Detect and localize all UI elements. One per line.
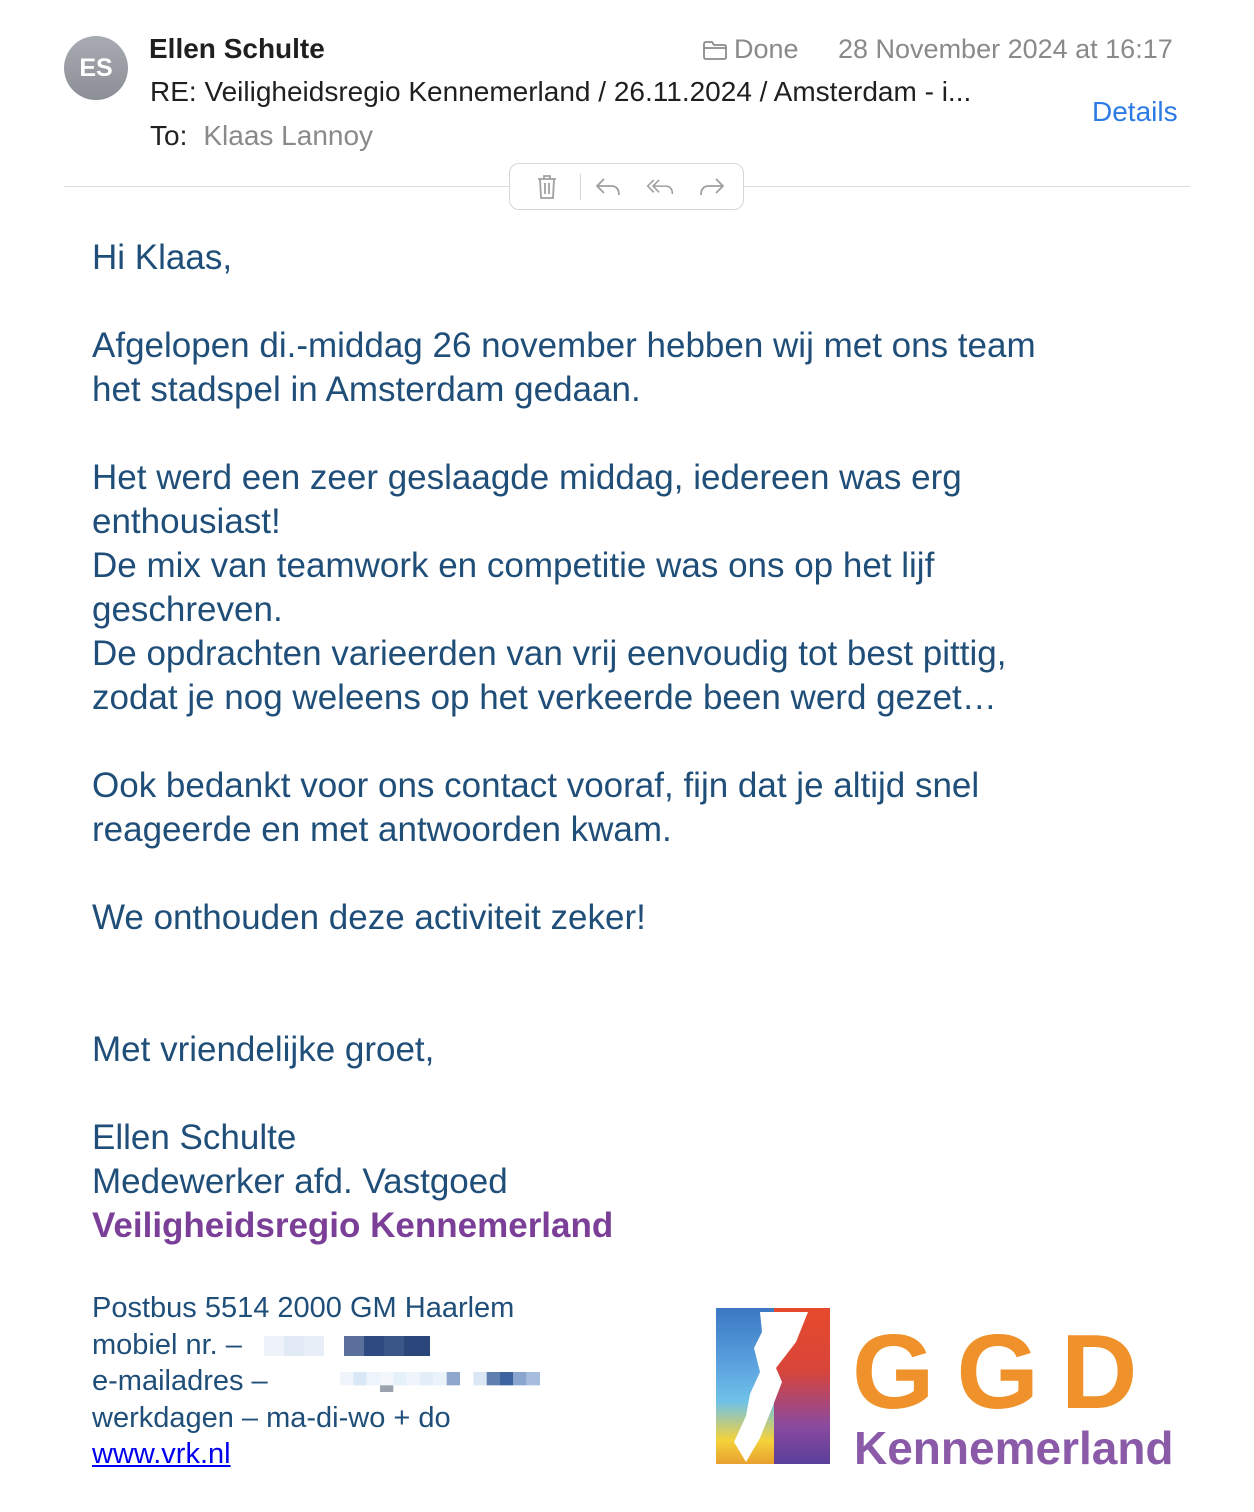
signature-role: Medewerker afd. Vastgoed	[92, 1162, 508, 1201]
body-line: geschreven.	[92, 590, 283, 629]
signature-organization: Veiligheidsregio Kennemerland	[92, 1206, 614, 1245]
email-date: 28 November 2024 at 16:17	[838, 34, 1173, 64]
body-line: enthousiast!	[92, 502, 281, 541]
redacted-phone	[264, 1336, 430, 1356]
forward-icon	[698, 176, 726, 198]
signature-contact	[92, 1290, 590, 1473]
logo-emblem	[716, 1308, 830, 1464]
website-link[interactable]: www.vrk.nl	[92, 1438, 231, 1470]
forward-button[interactable]	[697, 172, 727, 202]
logo-region: Kennemerland	[854, 1422, 1174, 1468]
body-line: het stadspel in Amsterdam gedaan.	[92, 370, 641, 409]
delete-button[interactable]	[532, 172, 562, 202]
greeting: Hi Klaas,	[92, 238, 233, 277]
workdays: werkdagen – ma-di-wo + do	[92, 1401, 451, 1434]
recipient-row	[150, 120, 373, 152]
folder-label[interactable]	[702, 34, 799, 65]
postal-address: Postbus 5514 2000 GM Haarlem	[92, 1292, 515, 1324]
redacted-email	[290, 1372, 590, 1392]
reply-button[interactable]	[593, 172, 623, 202]
reply-all-button[interactable]	[645, 172, 675, 202]
details-link[interactable]: Details	[1092, 96, 1178, 127]
mobile-row	[92, 1327, 590, 1364]
email-row	[92, 1363, 590, 1400]
to-label: To:	[150, 120, 188, 151]
email-body	[92, 236, 1202, 1248]
sender-name[interactable]: Ellen Schulte	[149, 33, 325, 64]
folder-icon	[702, 39, 728, 61]
closing: Met vriendelijke groet,	[92, 1030, 435, 1069]
body-line: De opdrachten varieerden van vrij eenvoudig tot best pittig,	[92, 634, 1007, 673]
body-line: Afgelopen di.-middag 26 november hebben wij met ons team	[92, 326, 1036, 365]
folder-name: Done	[734, 34, 799, 64]
reply-all-icon	[645, 176, 675, 198]
signature-name: Ellen Schulte	[92, 1118, 297, 1157]
recipient-name[interactable]: Klaas Lannoy	[203, 120, 374, 151]
trash-icon	[535, 174, 559, 200]
email-label: e-mailadres –	[92, 1365, 268, 1397]
message-toolbar	[509, 163, 744, 210]
body-line: Het werd een zeer geslaagde middag, iedereen was erg	[92, 458, 962, 497]
body-line: De mix van teamwork en competitie was ons op het lijf	[92, 546, 935, 585]
sender-avatar: ES	[64, 36, 128, 100]
body-line: reageerde en met antwoorden kwam.	[92, 810, 672, 849]
email-subject: RE: Veiligheidsregio Kennemerland / 26.11.2024 / Amsterdam - i...	[150, 76, 972, 107]
reply-icon	[594, 176, 622, 198]
body-line: zodat je nog weleens op het verkeerde been werd gezet…	[92, 678, 997, 717]
body-line: We onthouden deze activiteit zeker!	[92, 898, 646, 937]
logo-letters: GGD	[852, 1313, 1160, 1431]
body-line: Ook bedankt voor ons contact vooraf, fijn dat je altijd snel	[92, 766, 980, 805]
mobile-label: mobiel nr. –	[92, 1328, 242, 1361]
toolbar-separator	[580, 174, 581, 200]
ggd-kennemerland-logo	[716, 1308, 1206, 1468]
